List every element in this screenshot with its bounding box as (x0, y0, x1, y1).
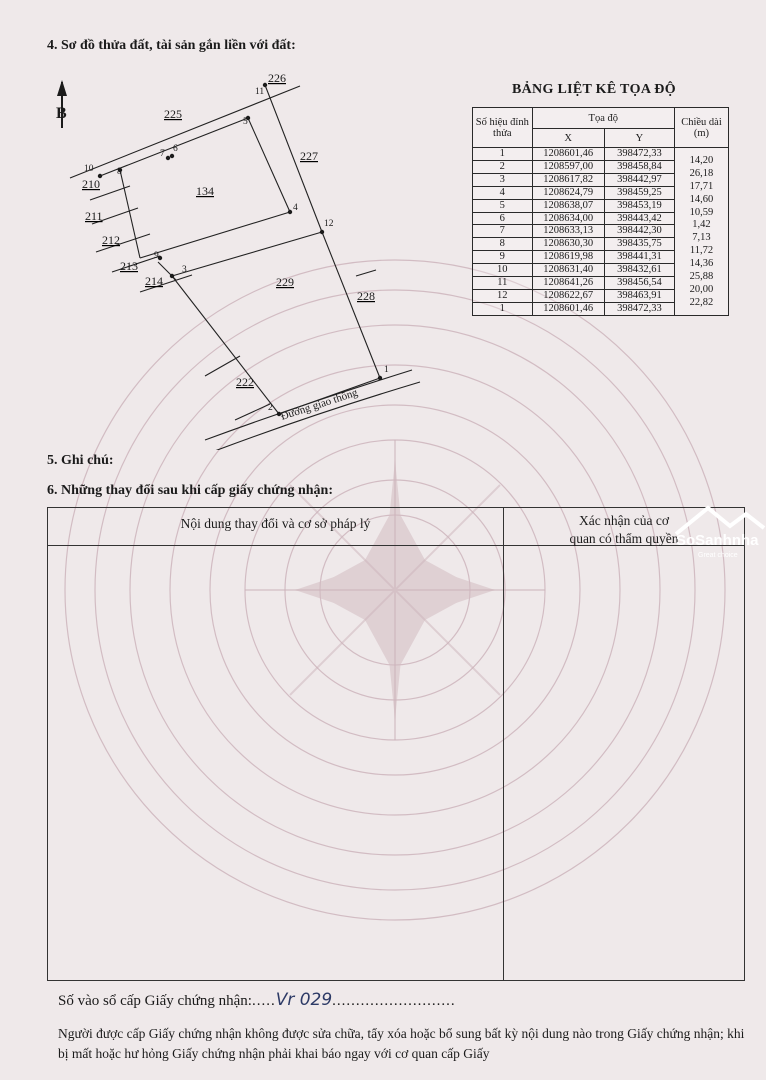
point-label-11: 11 (255, 87, 265, 97)
watermark (668, 498, 766, 562)
parcel-label-229: 229 (276, 275, 294, 289)
coord-cell-x: 1208630,30 (532, 238, 604, 251)
segment-length: 14,20 (689, 154, 714, 166)
warning-note: Người được cấp Giấy chứng nhận không được sửa chữa, tẩy xóa hoặc bổ sung bất kỳ nội dung nào trong Giấy chứng nhận; khi bị mất hoặc hư hỏng Giấy chứng nhận phải khai báo ngay với cơ quan cấp Giấy (58, 1026, 745, 1061)
point-label-12: 12 (324, 219, 334, 229)
segment-length: 1,42 (692, 219, 711, 231)
segment-length: 25,88 (689, 271, 714, 283)
section-4-heading: 4. Sơ đồ thửa đất, tài sản gắn liền với đất: (47, 38, 296, 53)
road-label: Đường giao thông (279, 386, 360, 423)
land-parcel-map (40, 60, 440, 450)
parcel-label-213: 213 (120, 259, 138, 273)
registry-line (58, 990, 456, 1010)
coord-cell-x: 1208622,67 (532, 289, 604, 302)
segment-length: 20,00 (689, 283, 714, 295)
parcel-label-212: 212 (102, 233, 120, 247)
coord-cell-pt: 12 (473, 289, 533, 302)
point-label-5: 5 (243, 117, 248, 127)
coord-cell-y: 398463,91 (604, 289, 674, 302)
coord-cell-pt: 4 (473, 186, 533, 199)
segment-length: 14,36 (689, 258, 714, 270)
coord-cell-y: 398441,31 (604, 251, 674, 264)
point-label-8: 8 (117, 167, 122, 177)
watermark-tagline: Great choice (698, 552, 738, 559)
registry-dots-trail: .......................... (332, 993, 456, 1009)
col-header-coord: Tọa độ (532, 108, 674, 129)
registry-number: Vr 029 (275, 990, 333, 1010)
coord-cell-x: 1208633,13 (532, 225, 604, 238)
confirmation-line-2: quan có thẩm quyền (569, 531, 679, 546)
coord-cell-x: 1208624,79 (532, 186, 604, 199)
coord-cell-x: 1208638,07 (532, 199, 604, 212)
coordinate-table (472, 107, 729, 316)
coord-cell-pt: 8 (473, 238, 533, 251)
coordinate-table-body (473, 148, 729, 316)
coord-cell-x: 1208619,98 (532, 251, 604, 264)
point-label-2: 2 (268, 403, 273, 413)
section-5-heading: 5. Ghi chú: (47, 453, 114, 468)
coord-cell-pt: 3 (473, 173, 533, 186)
coord-cell-y: 398432,61 (604, 264, 674, 277)
point-label-7: 7 (160, 149, 165, 159)
coord-cell-y: 398472,33 (604, 148, 674, 161)
coord-cell-pt: 10 (473, 264, 533, 277)
coord-table-title: BẢNG LIỆT KÊ TỌA ĐỘ (512, 82, 676, 97)
registry-label: Số vào sổ cấp Giấy chứng nhận: (58, 993, 252, 1009)
registry-dots: ..... (251, 993, 276, 1009)
coord-cell-y: 398442,97 (604, 173, 674, 186)
coord-cell-x: 1208617,82 (532, 173, 604, 186)
coord-row (473, 302, 729, 315)
coord-cell-pt: 5 (473, 199, 533, 212)
coord-cell-y: 398458,84 (604, 160, 674, 173)
parcel-label-228: 228 (357, 289, 375, 303)
watermark-brand: SoSanhnha (676, 532, 759, 549)
parcel-label-227: 227 (300, 149, 318, 163)
point-label-3: 3 (182, 265, 187, 275)
coord-cell-y: 398442,30 (604, 225, 674, 238)
coord-row (473, 212, 729, 225)
coord-cell-length (674, 296, 728, 315)
coord-cell-x: 1208641,26 (532, 277, 604, 290)
coord-cell-pt: 6 (473, 212, 533, 225)
segment-length: 7,13 (692, 232, 711, 244)
parcel-label-214: 214 (145, 274, 163, 288)
segment-length: 22,82 (689, 296, 714, 308)
parcel-label-210: 210 (82, 177, 100, 191)
segment-length: 11,72 (689, 245, 714, 257)
col-header-x: X (532, 129, 604, 148)
segment-length: 10,59 (689, 206, 714, 218)
coord-cell-pt: 7 (473, 225, 533, 238)
coord-cell-y: 398443,42 (604, 212, 674, 225)
coord-cell-pt: 2 (473, 160, 533, 173)
north-symbol: B (56, 105, 67, 122)
changes-table (47, 507, 745, 981)
segment-length: 26,18 (689, 167, 714, 179)
parcel-label-134: 134 (196, 184, 214, 198)
coord-cell-y: 398459,25 (604, 186, 674, 199)
segment-length: 17,71 (689, 180, 714, 192)
parcel-label-225: 225 (164, 107, 182, 121)
point-label-4: 4 (293, 203, 298, 213)
segment-length: 14,60 (689, 193, 714, 205)
coord-cell-y: 398456,54 (604, 277, 674, 290)
column-divider (503, 508, 504, 980)
col-header-y: Y (604, 129, 674, 148)
parcel-label-222: 222 (236, 375, 254, 389)
point-label-1: 1 (384, 365, 389, 375)
coord-cell-pt: 1 (473, 148, 533, 161)
coord-cell-y: 398435,75 (604, 238, 674, 251)
col-header-point: Số hiệu đỉnh thửa (473, 108, 533, 148)
point-label-6: 6 (173, 144, 178, 154)
coord-cell-x: 1208601,46 (532, 302, 604, 315)
coord-cell-pt: 11 (473, 277, 533, 290)
point-label-9: 9 (154, 251, 159, 261)
coord-cell-y: 398453,19 (604, 199, 674, 212)
coord-cell-pt: 9 (473, 251, 533, 264)
coord-cell-x: 1208597,00 (532, 160, 604, 173)
changes-col-content: Nội dung thay đổi và cơ sở pháp lý (180, 516, 371, 531)
parcel-label-211: 211 (85, 209, 103, 223)
north-arrow-icon (56, 80, 67, 128)
coord-cell-y: 398472,33 (604, 302, 674, 315)
coord-cell-pt: 1 (473, 302, 533, 315)
parcel-label-226: 226 (268, 71, 286, 85)
point-label-10: 10 (84, 164, 94, 174)
col-header-length: Chiều dài (m) (674, 108, 728, 148)
coord-cell-x: 1208631,40 (532, 264, 604, 277)
coord-cell-x: 1208634,00 (532, 212, 604, 225)
coord-cell-x: 1208601,46 (532, 148, 604, 161)
confirmation-line-1: Xác nhận của cơ (579, 513, 669, 528)
coord-row (473, 225, 729, 238)
section-6-heading: 6. Những thay đổi sau khi cấp giấy chứng nhận: (47, 483, 334, 498)
